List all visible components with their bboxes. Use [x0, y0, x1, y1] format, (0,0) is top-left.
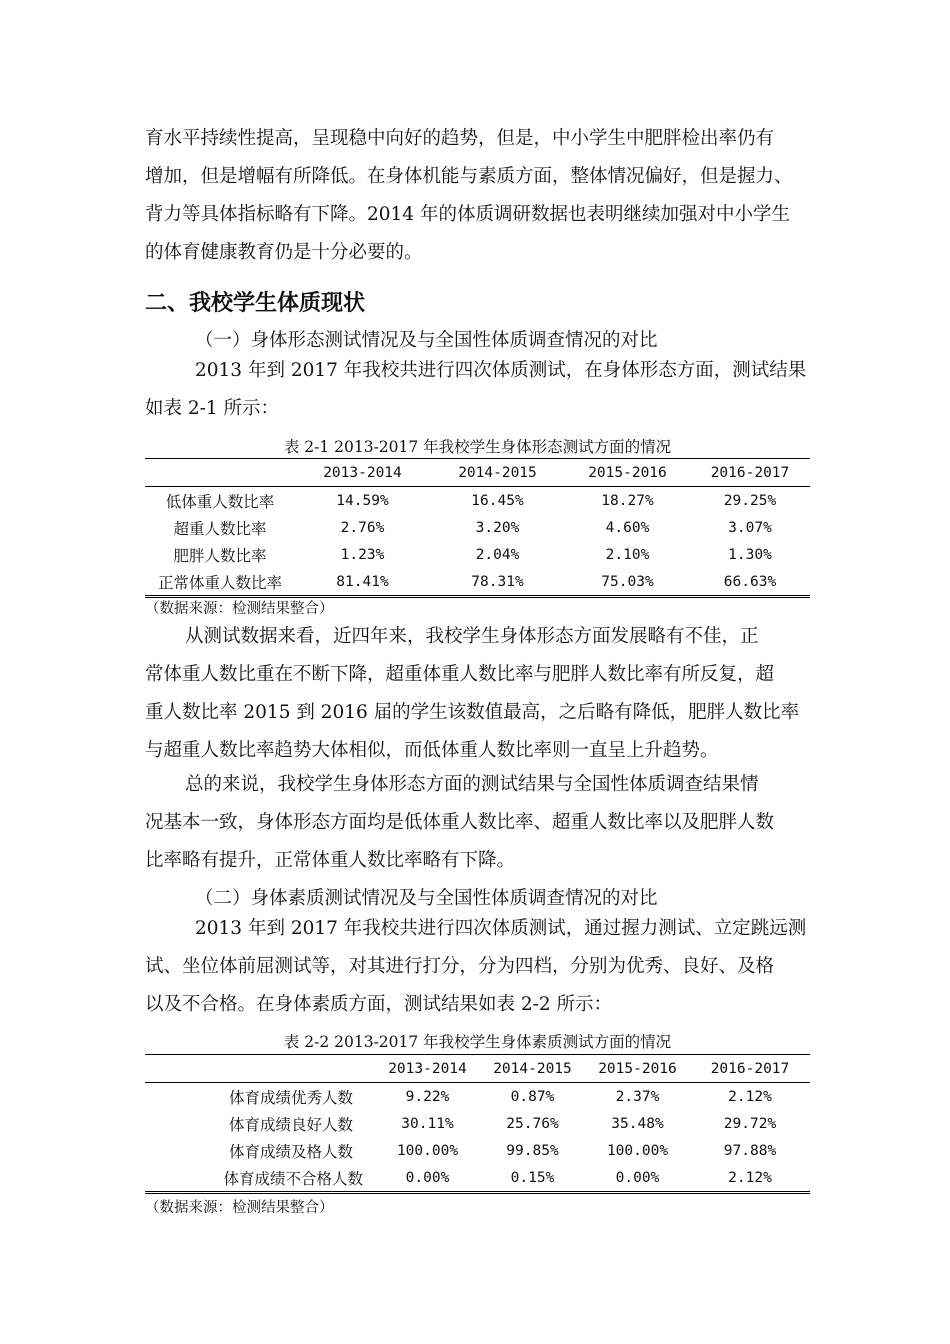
- intro-paragraph: [145, 120, 815, 272]
- table-cell: 78.31%: [430, 568, 565, 597]
- row-label: 超重人数比率: [173, 519, 267, 538]
- table-cell: 3.20%: [475, 519, 520, 536]
- header-cell: 2016-2017: [690, 1055, 810, 1083]
- table-cell: 29.72%: [723, 1115, 777, 1132]
- section-title: 二、我校学生体质现状: [145, 291, 366, 316]
- text-line: 育水平持续性提高，呈现稳中向好的趋势，但是，中小学生中肥胖检出率仍有: [145, 128, 775, 149]
- text-line: 从测试数据来看，近四年来，我校学生身体形态方面发展略有不佳，正: [185, 626, 759, 647]
- text-line: 如表 2-1 所示：: [145, 398, 280, 419]
- table-cell: 1.30%: [728, 546, 772, 563]
- table-1-caption: 表 2-1 2013-2017 年我校学生身体形态测试方面的情况: [283, 438, 672, 456]
- table-cell: 100.00%: [606, 1142, 669, 1159]
- text-line: 背力等具体指标略有下降。2014 年的体质调研数据也表明继续加强对中小学生: [145, 204, 790, 225]
- table-cell: 14.59%: [336, 492, 389, 509]
- table-row: [145, 541, 810, 568]
- text-line: 2013 年到 2017 年我校共进行四次体质测试，在身体形态方面，测试结果: [195, 360, 807, 381]
- table-cell: 2.04%: [475, 546, 520, 563]
- row-label: 体育成绩良好人数: [228, 1115, 353, 1134]
- header-cell: 2016-2017: [690, 459, 810, 487]
- table-row: [145, 514, 810, 541]
- table-cell: 2.37%: [615, 1088, 660, 1105]
- table-2-source: （数据来源：检测结果整合）: [145, 1200, 334, 1216]
- table-cell: 2.12%: [690, 1164, 810, 1193]
- table-row: [145, 1110, 810, 1137]
- row-label: 体育成绩及格人数: [228, 1142, 353, 1161]
- table-cell: 0.15%: [480, 1164, 585, 1193]
- table-cell: 9.22%: [405, 1088, 450, 1105]
- text-line: 常体重人数比重在不断下降，超重体重人数比率与肥胖人数比率有所反复，超: [145, 664, 775, 685]
- table-row: [145, 1137, 810, 1164]
- table-row: [145, 1083, 810, 1111]
- header-cell: 2013-2014: [295, 459, 430, 487]
- row-label: 体育成绩不合格人数: [145, 1164, 375, 1193]
- text-line: 重人数比率 2015 到 2016 届的学生该数值最高，之后略有降低，肥胖人数比率: [145, 702, 800, 723]
- header-cell: 2014-2015: [430, 459, 565, 487]
- table-cell: 3.07%: [728, 519, 772, 536]
- subsection-title-1: （一）身体形态测试情况及与全国性体质调查情况的对比: [195, 330, 658, 351]
- table-cell: 99.85%: [506, 1142, 559, 1159]
- row-label: 低体重人数比率: [165, 492, 275, 511]
- header-cell: 2015-2016: [565, 459, 690, 487]
- table-cell: 2.10%: [605, 546, 650, 563]
- header-cell: 2013-2014: [375, 1055, 480, 1083]
- table-cell: 29.25%: [723, 492, 777, 509]
- text-line: 试、坐位体前屈测试等，对其进行打分，分为四档，分别为优秀、良好、及格: [145, 956, 775, 977]
- text-line: 况基本一致，身体形态方面均是低体重人数比率、超重人数比率以及肥胖人数: [145, 812, 775, 833]
- table-cell: 0.87%: [510, 1088, 555, 1105]
- table-row: [145, 487, 810, 515]
- table-cell: 30.11%: [401, 1115, 454, 1132]
- header-cell: [145, 1055, 375, 1083]
- paragraph-1: [145, 352, 815, 428]
- table-cell: 0.00%: [585, 1164, 690, 1193]
- table-cell: 81.41%: [295, 568, 430, 597]
- table-cell: 4.60%: [605, 519, 650, 536]
- table-cell: 2.76%: [340, 519, 385, 536]
- table-2-caption: 表 2-2 2013-2017 年我校学生身体素质测试方面的情况: [283, 1033, 672, 1051]
- row-label: 肥胖人数比率: [173, 546, 267, 565]
- table-cell: 100.00%: [396, 1142, 459, 1159]
- table-1: [145, 458, 810, 598]
- table-cell: 16.45%: [471, 492, 524, 509]
- text-line: 以及不合格。在身体素质方面，测试结果如表 2-2 所示：: [145, 994, 613, 1015]
- header-cell: [145, 459, 295, 487]
- header-cell: 2014-2015: [480, 1055, 585, 1083]
- table-row: [145, 1164, 810, 1193]
- text-line: 的体育健康教育仍是十分必要的。: [145, 242, 423, 263]
- text-line: 增加，但是增幅有所降低。在身体机能与素质方面，整体情况偏好，但是握力、: [145, 166, 793, 187]
- table-cell: 66.63%: [690, 568, 810, 597]
- row-label: 正常体重人数比率: [145, 568, 295, 597]
- table-cell: 75.03%: [565, 568, 690, 597]
- table-cell: 35.48%: [611, 1115, 664, 1132]
- subsection-title-2: （二）身体素质测试情况及与全国性体质调查情况的对比: [195, 888, 658, 909]
- table-1-source: （数据来源：检测结果整合）: [145, 601, 334, 617]
- paragraph-2: [145, 618, 815, 770]
- table-2: [145, 1054, 810, 1194]
- text-line: 2013 年到 2017 年我校共进行四次体质测试，通过握力测试、立定跳远测: [195, 918, 807, 939]
- row-label: 体育成绩优秀人数: [228, 1088, 353, 1107]
- text-line: 与超重人数比率趋势大体相似，而低体重人数比率则一直呈上升趋势。: [145, 740, 719, 761]
- header-cell: 2015-2016: [585, 1055, 690, 1083]
- table-header-row: [145, 1055, 810, 1083]
- paragraph-3: [145, 766, 815, 880]
- table-header-row: [145, 459, 810, 487]
- table-cell: 18.27%: [601, 492, 654, 509]
- table-cell: 0.00%: [375, 1164, 480, 1193]
- paragraph-4: [145, 910, 815, 1024]
- table-cell: 25.76%: [506, 1115, 559, 1132]
- text-line: 总的来说，我校学生身体形态方面的测试结果与全国性体质调查结果情: [185, 774, 759, 795]
- table-cell: 97.88%: [723, 1142, 777, 1159]
- table-row: [145, 568, 810, 597]
- table-cell: 2.12%: [728, 1088, 772, 1105]
- text-line: 比率略有提升，正常体重人数比率略有下降。: [145, 850, 516, 871]
- table-cell: 1.23%: [340, 546, 385, 563]
